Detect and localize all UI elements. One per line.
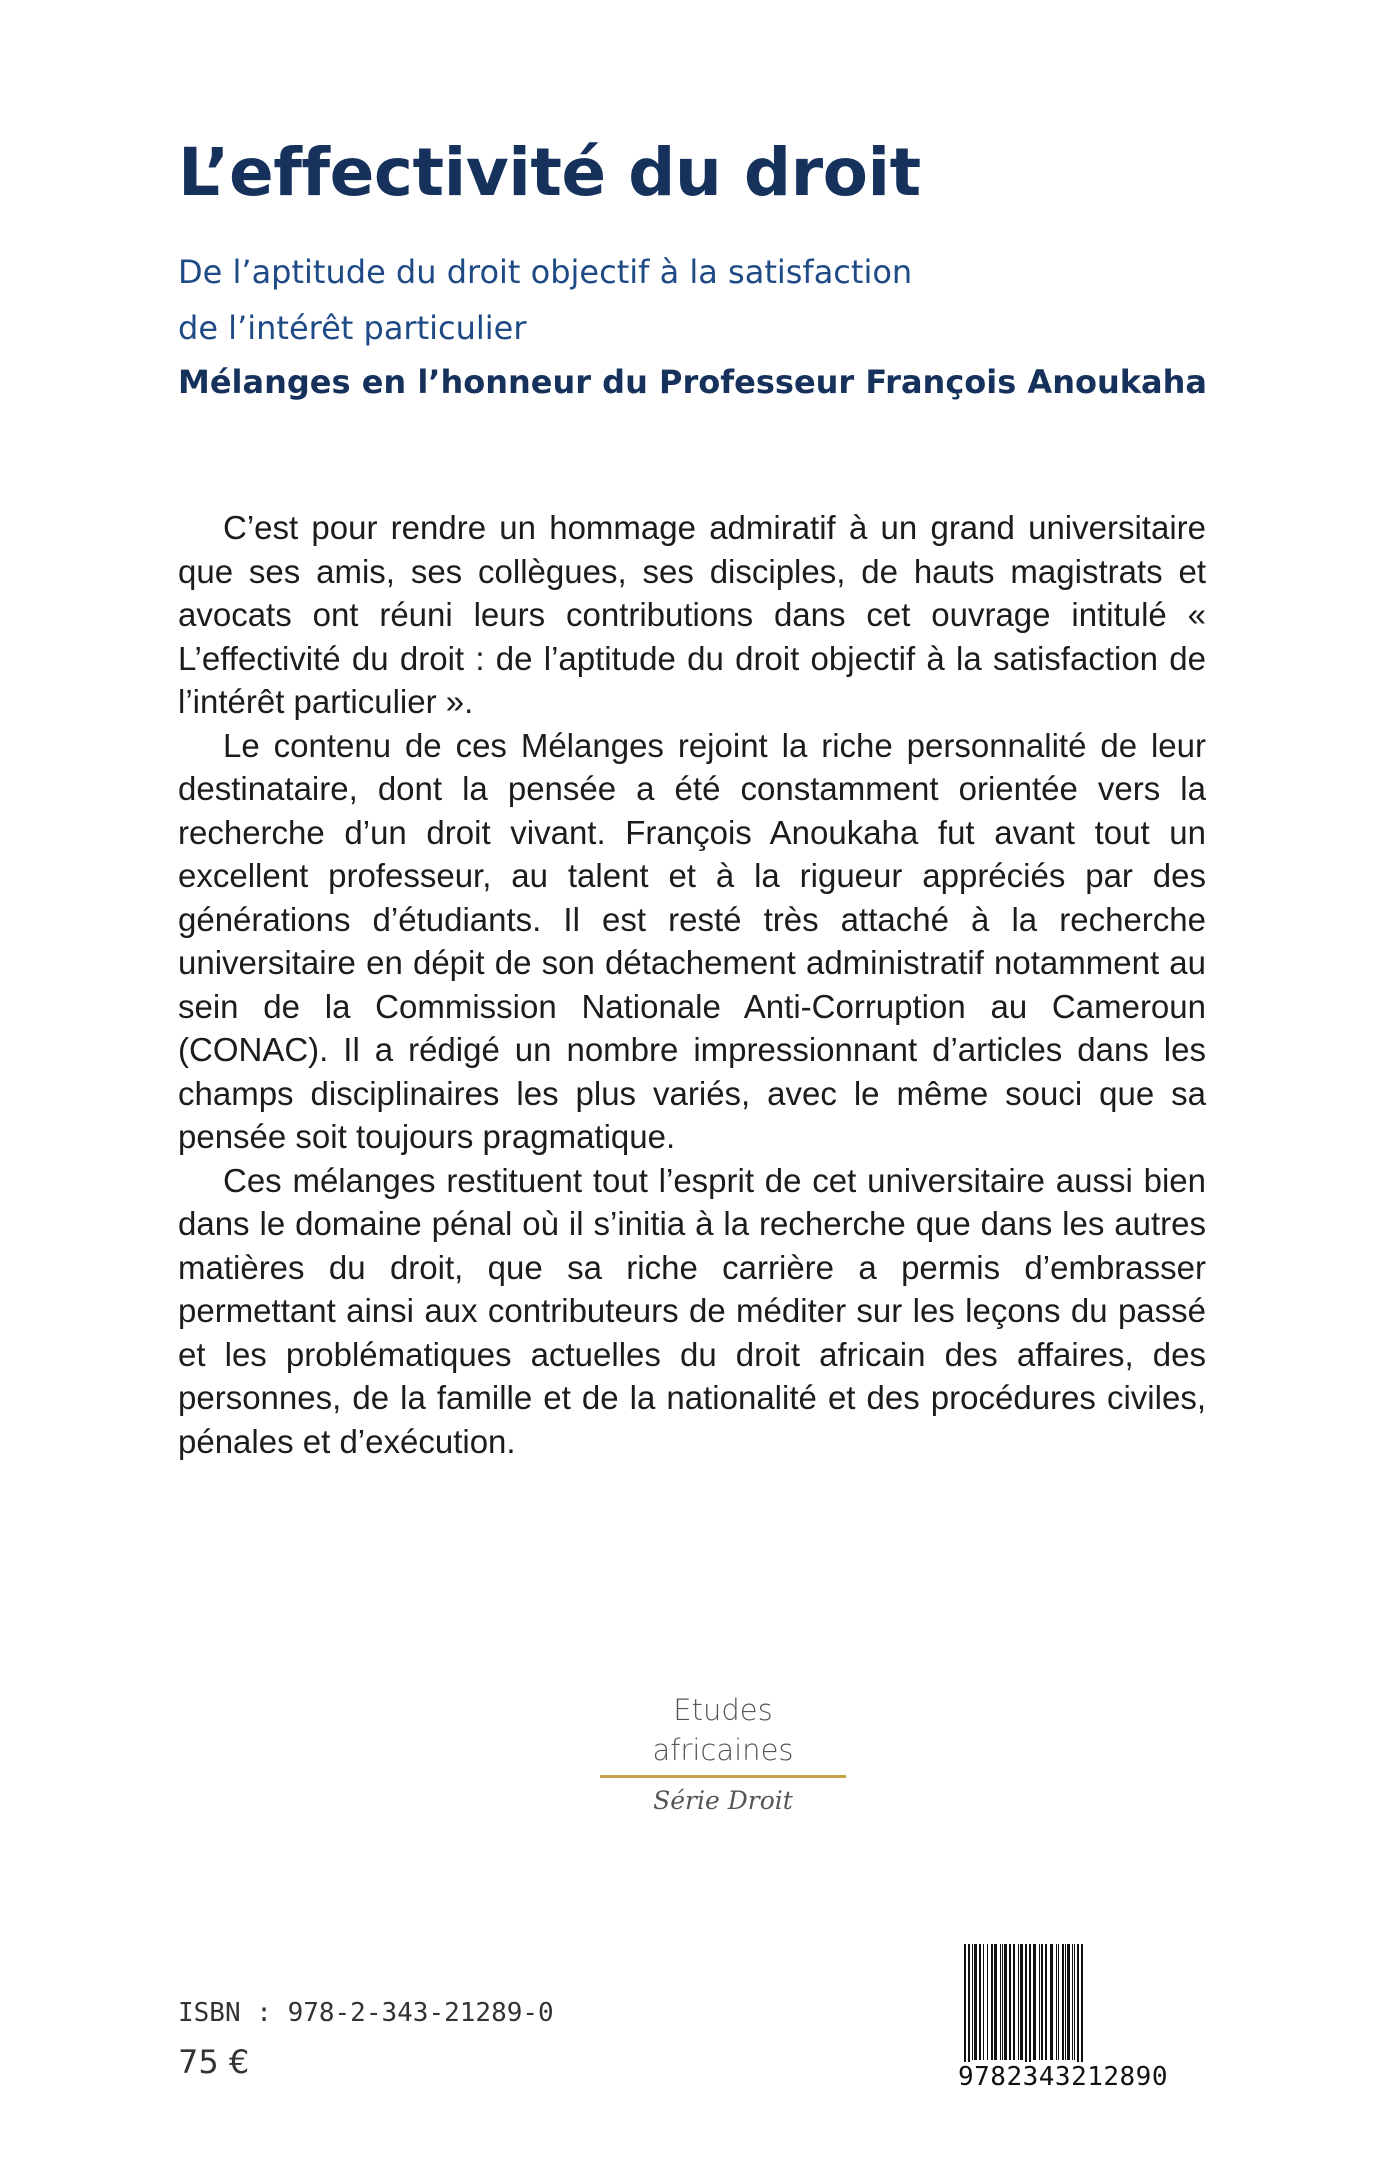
barcode-bar bbox=[1074, 1944, 1075, 2060]
price-label: 75 € bbox=[178, 2043, 250, 2081]
barcode-bar bbox=[1020, 1944, 1023, 2060]
honor-line: Mélanges en l’honneur du Professeur François Anoukaha bbox=[178, 363, 1207, 401]
barcode-bar bbox=[968, 1944, 970, 2066]
blurb-paragraph-3: Ces mélanges restituent tout l’esprit de cet universitaire aussi bien dans le domaine pénal où il s’initia à la recherche que dans les autres matières du droit, que sa riche carrière a permis d’embrasser permettant ainsi aux contributeurs de méditer sur les leçons du passé et les problématiques actuelles du droit africain des affaires, des personnes, de la famille et de la nationalité et des procédures civiles, pénales et d’exécution. bbox=[178, 1161, 1206, 1460]
series-divider bbox=[600, 1775, 846, 1778]
barcode-bar bbox=[987, 1944, 988, 2060]
barcode-bar bbox=[972, 1944, 973, 2060]
barcode-bar bbox=[1000, 1944, 1001, 2060]
series-name: Etudes africaines bbox=[652, 1693, 794, 1767]
blurb-text bbox=[178, 506, 1206, 1463]
barcode-bar bbox=[1045, 1944, 1047, 2060]
subtitle-block bbox=[178, 244, 1207, 410]
barcode-bar bbox=[994, 1944, 997, 2060]
subtitle-line-2: de l’intérêt particulier bbox=[178, 309, 527, 347]
series-logo bbox=[600, 1690, 846, 1818]
barcode-bar bbox=[1072, 1944, 1073, 2060]
barcode-bar bbox=[1081, 1944, 1083, 2066]
barcode-bar bbox=[1013, 1944, 1015, 2060]
barcode-bar bbox=[1025, 1944, 1027, 2066]
barcode-bar bbox=[983, 1944, 984, 2060]
barcode-bar bbox=[1056, 1944, 1057, 2060]
barcode-bar bbox=[1062, 1944, 1064, 2060]
barcode-bar bbox=[979, 1944, 981, 2060]
series-subname: Série Droit bbox=[653, 1786, 793, 1815]
barcode-bar bbox=[1033, 1944, 1036, 2060]
barcode-bar bbox=[1002, 1944, 1003, 2060]
subtitle-line-1: De l’aptitude du droit objectif à la satisfaction bbox=[178, 253, 913, 291]
barcode-bar bbox=[1058, 1944, 1059, 2060]
blurb-paragraph-1: C’est pour rendre un hommage admiratif à un grand universitaire que ses amis, ses collègues, ses disciples, de hauts magistrats et avocats ont réuni leurs contributions dans cet ouvrage intitulé « L’effectivité du droit : de l’aptitude du droit objectif à la satisfaction de l’intérêt particulier ». bbox=[178, 509, 1206, 720]
barcode-bar bbox=[1065, 1944, 1066, 2060]
barcode-bar bbox=[1039, 1944, 1040, 2060]
barcode-bar bbox=[1050, 1944, 1053, 2060]
blurb-paragraph-2: Le contenu de ces Mélanges rejoint la riche personnalité de leur destinataire, dont la pensée a été constamment orientée vers la recherche d’un droit vivant. François Anoukaha fut avant tout un excellent professeur, au talent et à la rigueur appréciés par des générations d’étudiants. Il est resté très attaché à la recherche universitaire en dépit de son détachement administratif notamment au sein de la Commission Nationale Anti-Corruption au Cameroun (CONAC). Il a rédigé un nombre impressionnant d’articles dans les champs disciplinaires les plus variés, avec le même souci que sa pensée soit toujours pragmatique. bbox=[178, 726, 1206, 1155]
book-title: L’effectivité du droit bbox=[178, 134, 921, 211]
barcode-bar bbox=[1009, 1944, 1011, 2060]
barcode-bar bbox=[1067, 1944, 1070, 2060]
barcode-bar bbox=[1018, 1944, 1019, 2060]
barcode-bar bbox=[1041, 1944, 1043, 2060]
isbn-label: ISBN : 978-2-343-21289-0 bbox=[178, 1998, 554, 2028]
barcode-bar bbox=[1077, 1944, 1079, 2066]
barcode-digits: 9782343212890 bbox=[958, 2062, 1204, 2092]
barcode-bar bbox=[1029, 1944, 1031, 2066]
barcode-bar bbox=[964, 1944, 966, 2066]
barcode-bar bbox=[974, 1944, 977, 2060]
barcode-bar bbox=[991, 1944, 993, 2060]
barcode-bar bbox=[1004, 1944, 1007, 2060]
